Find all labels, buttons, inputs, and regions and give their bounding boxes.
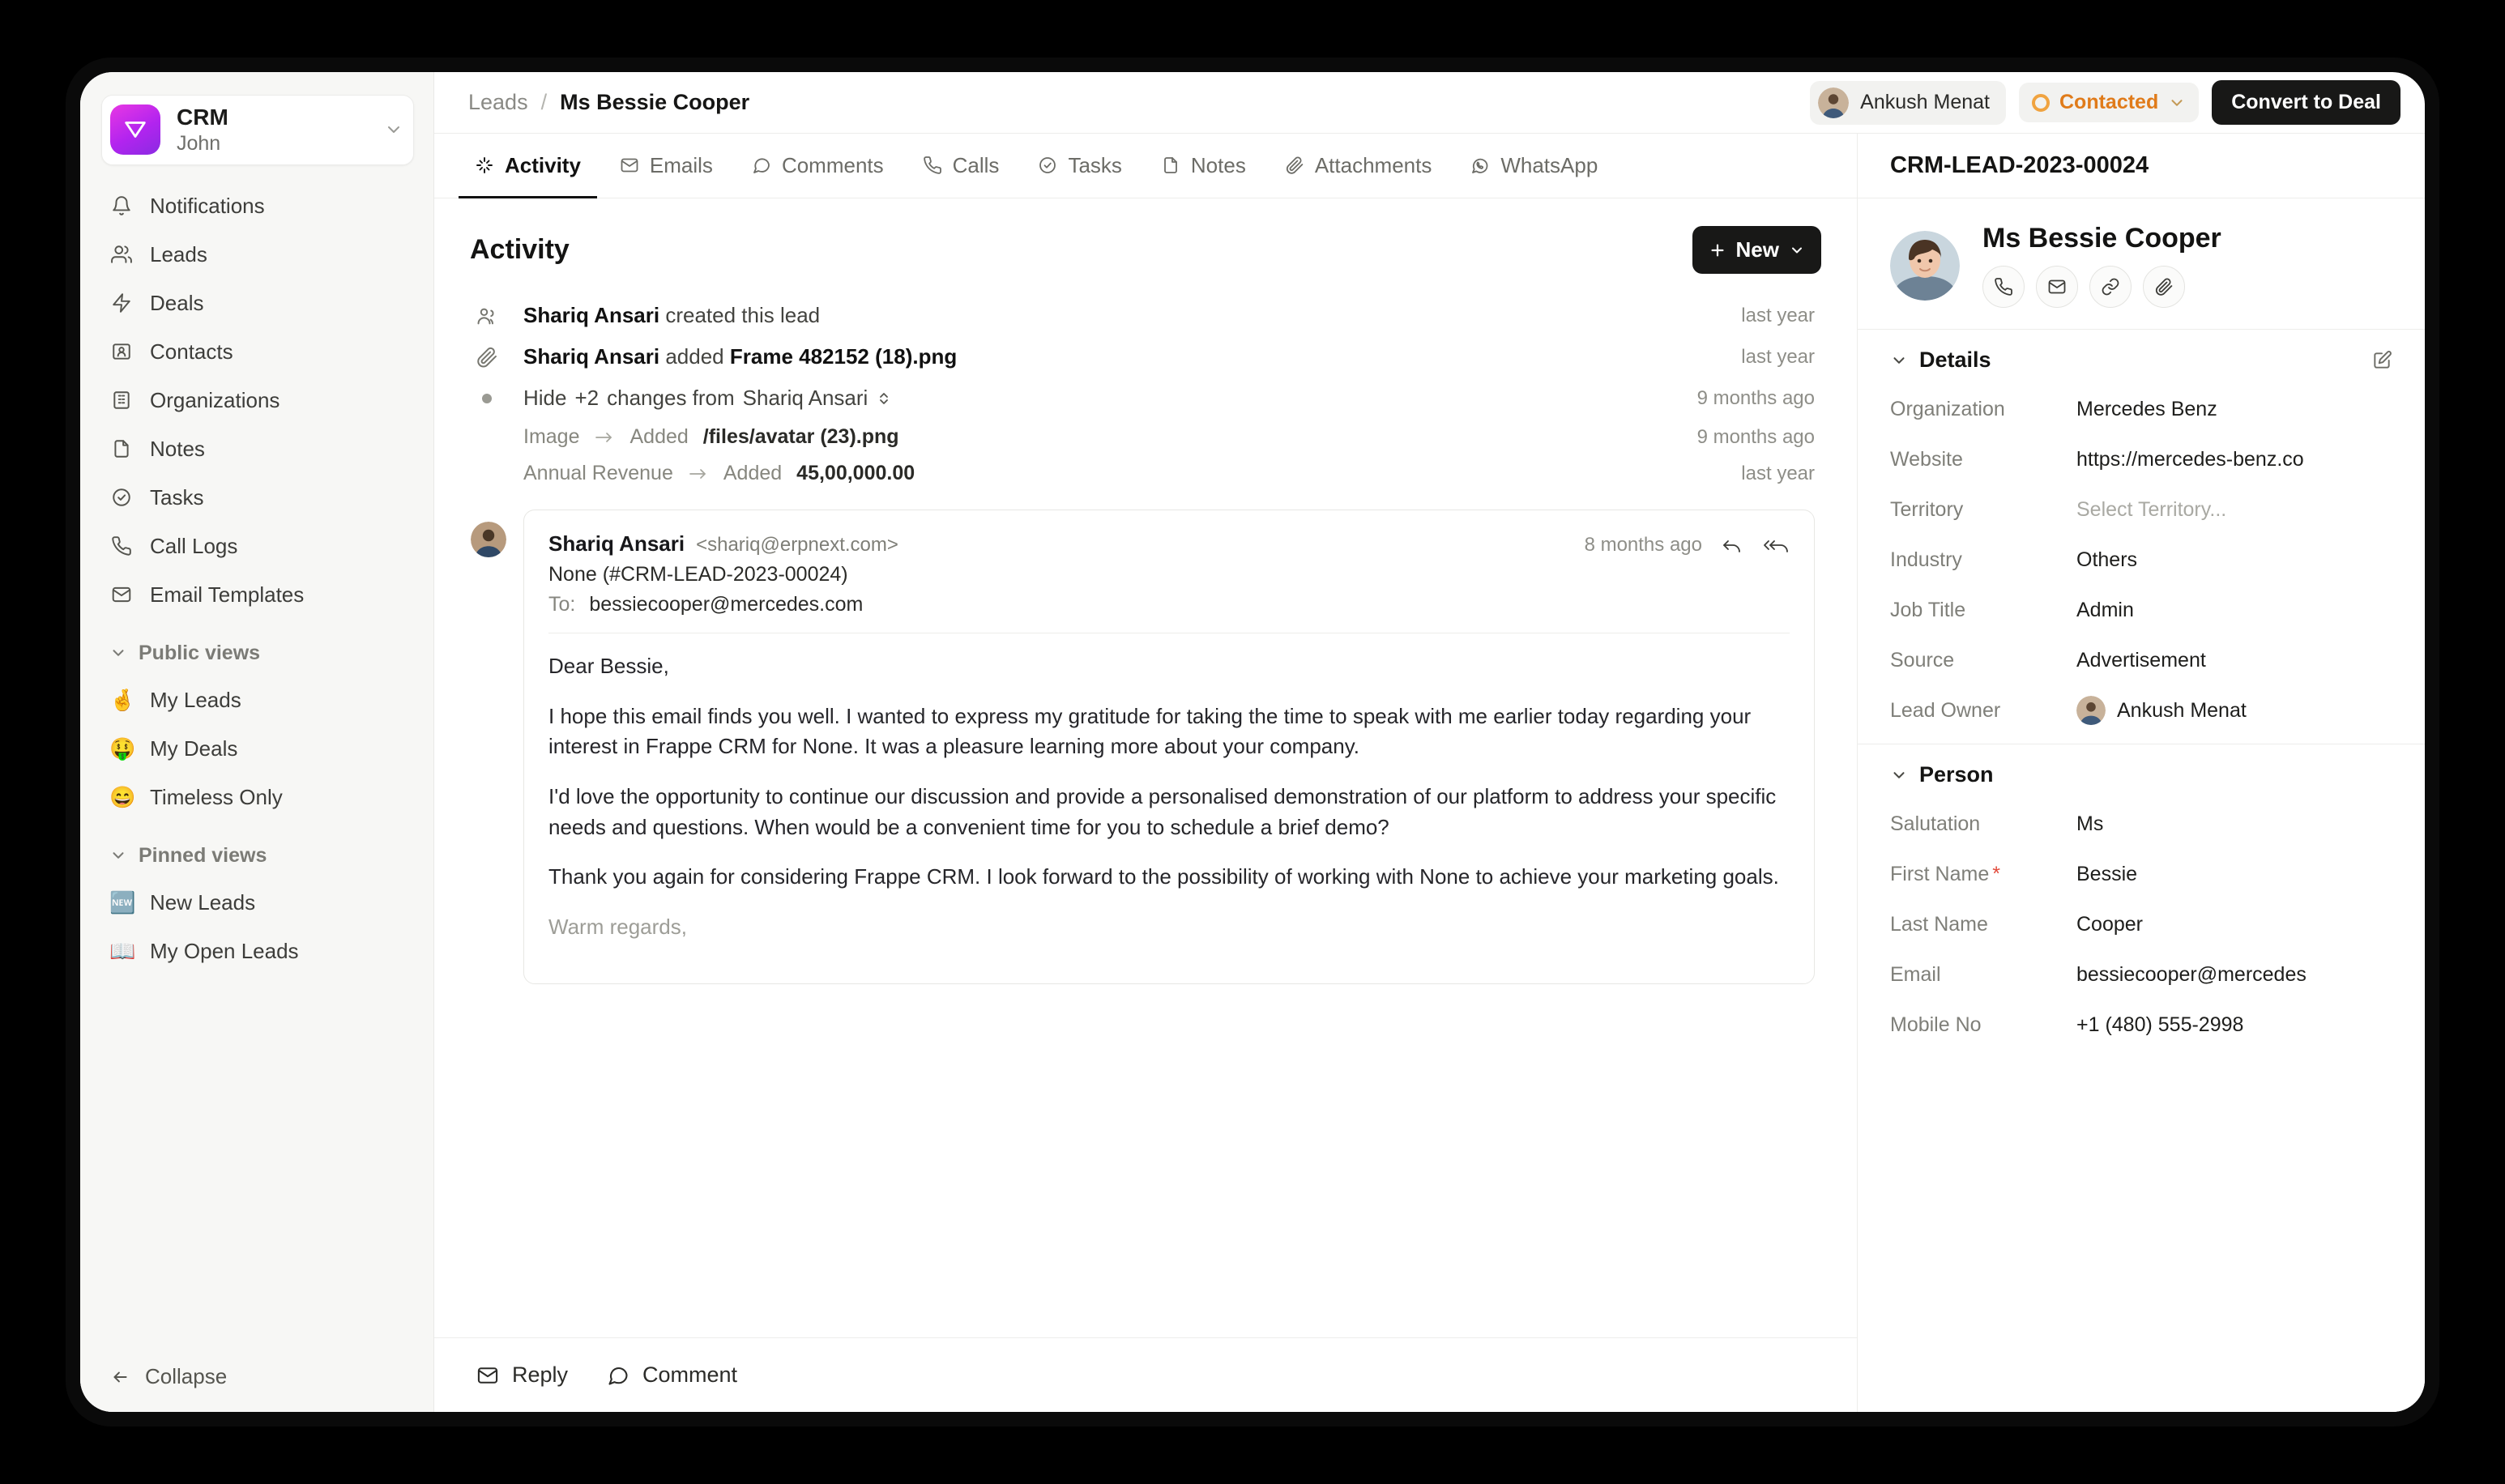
tab-label: Tasks [1068, 152, 1122, 177]
sidebar-item-label: Organizations [150, 387, 280, 412]
reply-icon[interactable] [1720, 535, 1744, 555]
sidebar-item-label: My Open Leads [150, 938, 299, 963]
link-icon[interactable] [2089, 266, 2132, 308]
sidebar-item-label: Timeless Only [150, 784, 283, 809]
sidebar-item-label: Tasks [150, 484, 204, 510]
new-activity-label: New [1735, 237, 1779, 262]
field-label: Lead Owner [1890, 698, 2001, 722]
sidebar-item-label: My Deals [150, 736, 238, 761]
tab-notes[interactable] [1145, 134, 1262, 198]
tab-label: Calls [952, 152, 1000, 177]
field-value: Advertisement [2076, 648, 2206, 672]
workspace-title: CRM [177, 104, 228, 130]
collapse-label: Collapse [145, 1364, 228, 1388]
sidebar-item-notes[interactable] [98, 426, 416, 472]
field-value: Ankush Menat [2117, 698, 2247, 722]
chevron-down-icon[interactable] [1890, 352, 1908, 369]
breadcrumb-current: Ms Bessie Cooper [560, 90, 750, 114]
email-to-value: bessiecooper@mercedes.com [589, 593, 864, 616]
activity-action: added [665, 344, 724, 369]
chevron-down-icon [1789, 242, 1805, 258]
sidebar-item-label: Notifications [150, 193, 265, 218]
bell-icon [109, 194, 134, 218]
sidebar [80, 72, 434, 1412]
tab-emails[interactable] [604, 134, 729, 198]
new-emoji-icon: 🆕 [109, 889, 136, 915]
hide-count: +2 [574, 386, 600, 410]
email-actions [1585, 534, 1790, 556]
field-label: Job Title [1890, 598, 1966, 621]
reply-button[interactable] [476, 1362, 568, 1388]
tab-label: Comments [781, 152, 884, 177]
field-value: bessiecooper@mercedes [2076, 962, 2307, 986]
group-pinned-views[interactable] [98, 834, 416, 878]
avatar [2076, 696, 2106, 725]
users-icon [109, 242, 134, 267]
field-label: Last Name [1890, 912, 1988, 936]
field-industry[interactable] [1890, 535, 2392, 585]
field-value: Cooper [2076, 912, 2143, 936]
email-paragraph: Dear Bessie, [548, 654, 669, 678]
crm-logo-icon [110, 104, 160, 155]
field-value: Select Territory... [2076, 497, 2227, 521]
email-body [548, 651, 1790, 943]
chevron-down-icon [109, 846, 127, 864]
tab-activity[interactable] [459, 134, 597, 198]
check-circle-icon [109, 485, 134, 510]
sidebar-item-organizations[interactable] [98, 377, 416, 424]
chevron-up-down-icon [876, 389, 892, 408]
dot-icon [470, 392, 504, 405]
top-bar-actions [1810, 80, 2400, 125]
note-icon [1161, 156, 1180, 175]
tab-label: Attachments [1314, 152, 1432, 177]
field-value: Ms [2076, 812, 2104, 835]
field-label: Mobile No [1890, 1013, 1982, 1036]
avatar[interactable] [1890, 231, 1960, 301]
top-bar [434, 72, 2425, 134]
tab-label: WhatsApp [1500, 152, 1598, 177]
mail-icon [620, 156, 639, 175]
arrow-right-icon [688, 466, 709, 482]
group-label: Pinned views [139, 843, 267, 867]
workspace-user: John [177, 132, 221, 156]
avatar [1818, 87, 1849, 118]
change-field: Annual Revenue [523, 462, 673, 484]
email-activity-card [523, 510, 1815, 984]
contact-icon [109, 339, 134, 364]
person-section-header[interactable] [1890, 762, 2392, 787]
field-mobile-no[interactable] [1890, 1000, 2392, 1050]
workspace-switcher[interactable] [101, 95, 414, 165]
sidebar-item-deals[interactable] [98, 280, 416, 326]
email-subject: None (#CRM-LEAD-2023-00024) [548, 563, 848, 586]
tab-label: Emails [649, 152, 713, 177]
change-time: 9 months ago [1696, 425, 1815, 448]
person-header [1858, 198, 2425, 330]
sidebar-item-label: Deals [150, 290, 204, 315]
change-field: Image [523, 425, 580, 448]
field-salutation[interactable] [1890, 799, 2392, 849]
field-territory[interactable] [1890, 484, 2392, 535]
activity-text [523, 344, 957, 369]
chevron-down-icon [2168, 94, 2186, 112]
sidebar-item-notifications[interactable] [98, 183, 416, 229]
field-label: First Name * [1890, 862, 2000, 885]
paperclip-icon[interactable] [2143, 266, 2185, 308]
section-title: Details [1919, 348, 1991, 372]
page-title: Activity [470, 234, 570, 265]
sidebar-item-label: My Leads [150, 687, 241, 712]
sidebar-nav [80, 183, 433, 977]
smile-emoji-icon: 😄 [109, 784, 136, 809]
change-row [470, 419, 1815, 455]
chevron-down-icon[interactable] [384, 120, 403, 139]
plus-icon [1709, 241, 1726, 259]
sidebar-item-label: Contacts [150, 339, 233, 364]
breadcrumb-leads[interactable]: Leads [468, 90, 528, 114]
change-row [470, 455, 1815, 492]
arrow-right-icon [594, 429, 615, 446]
field-website[interactable] [1890, 434, 2392, 484]
sidebar-item-call-logs[interactable] [98, 523, 416, 569]
phone-icon [109, 534, 134, 558]
email-time: 8 months ago [1584, 534, 1702, 556]
email-paragraph: I hope this email finds you well. I wanted to express my gratitude for taking the time to speak with me earlier today regarding your interest in Frappe CRM for None. It was a pleasure learning more about your company. [548, 703, 1752, 759]
new-activity-button[interactable] [1692, 226, 1821, 274]
activity-action: created this lead [665, 303, 821, 327]
field-label: Salutation [1890, 812, 1981, 835]
hand-emoji-icon: 🤞 [109, 687, 136, 712]
sidebar-item-my-deals[interactable] [98, 726, 416, 772]
hide-prefix: Hide [523, 386, 567, 410]
activity-actor: Shariq Ansari [523, 344, 660, 369]
activity-hide-changes-row[interactable] [470, 377, 1815, 419]
bolt-icon [109, 291, 134, 315]
tab-attachments[interactable] [1269, 134, 1449, 198]
device-frame [66, 58, 2439, 1426]
comment-button[interactable] [607, 1362, 737, 1388]
field-label: Email [1890, 962, 1941, 986]
field-label: Website [1890, 447, 1963, 471]
field-first-name[interactable] [1890, 849, 2392, 899]
email-paragraph: Thank you again for considering Frappe CRM. I look forward to the possibility of working with None to achieve your marketing goals. [548, 864, 1779, 889]
breadcrumb-separator: / [540, 90, 548, 114]
email-sender-address: <shariq@erpnext.com> [696, 534, 898, 556]
comment-label: Comment [642, 1362, 738, 1387]
money-face-emoji-icon: 🤑 [109, 736, 136, 761]
tab-calls[interactable] [907, 134, 1016, 198]
change-value: /files/avatar (23).png [702, 425, 899, 448]
field-job-title[interactable] [1890, 585, 2392, 635]
quick-actions [1982, 266, 2221, 308]
users-icon [470, 305, 504, 327]
status-dot-icon [2032, 94, 2050, 112]
activity-time: 9 months ago [1696, 386, 1815, 409]
tab-label: Activity [505, 152, 581, 177]
change-action: Added [723, 462, 783, 484]
mail-icon[interactable] [2036, 266, 2078, 308]
activity-item [470, 336, 1815, 377]
change-time: last year [1741, 462, 1815, 484]
group-label: Public views [139, 641, 261, 664]
paperclip-icon [1285, 156, 1304, 175]
assignee-name: Ankush Menat [1860, 91, 1990, 113]
book-emoji-icon: 📖 [109, 938, 136, 963]
activity-item [470, 295, 1815, 336]
change-action: Added [629, 425, 689, 448]
assignee-chip[interactable] [1810, 81, 2006, 125]
comment-icon [607, 1364, 629, 1387]
sidebar-item-label: Email Templates [150, 582, 305, 607]
email-paragraph: I'd love the opportunity to continue our discussion and provide a personalised demonstration of our platform to address your specific needs and questions. When would be a convenient time for you to schedule a brief demo? [548, 784, 1777, 839]
details-section-header[interactable] [1890, 348, 2392, 373]
chevron-down-icon [109, 644, 127, 662]
email-header [548, 531, 1790, 556]
activity-time: last year [1741, 345, 1815, 368]
phone-icon [923, 156, 942, 175]
details-section [1858, 330, 2425, 744]
field-value: Bessie [2076, 862, 2138, 885]
main-region [434, 72, 2425, 1412]
activity-feed [470, 295, 1821, 1337]
sidebar-item-label: New Leads [150, 889, 256, 915]
field-value-wrapper [2076, 696, 2247, 725]
person-name: Ms Bessie Cooper [1982, 223, 2221, 254]
sidebar-item-contacts[interactable] [98, 329, 416, 375]
chevron-down-icon[interactable] [1890, 766, 1908, 784]
details-panel [1858, 134, 2425, 1412]
hide-middle: changes from [607, 386, 735, 410]
composer-bar [434, 1337, 1857, 1412]
field-lead-owner[interactable] [1890, 685, 2392, 736]
sidebar-item-label: Call Logs [150, 533, 238, 558]
sidebar-item-label: Leads [150, 241, 207, 267]
whatsapp-icon [1470, 156, 1490, 175]
activity-target: Frame 482152 (18).png [729, 344, 958, 369]
status-label: Contacted [2059, 91, 2159, 113]
collapse-sidebar-button[interactable] [80, 1346, 433, 1412]
record-id-header [1858, 134, 2425, 198]
record-id: CRM-LEAD-2023-00024 [1890, 152, 2149, 178]
hide-actor: Shariq Ansari [742, 386, 868, 410]
activity-time: last year [1741, 304, 1815, 326]
tab-tasks[interactable] [1022, 134, 1137, 198]
phone-icon[interactable] [1982, 266, 2025, 308]
sidebar-item-leads[interactable] [98, 232, 416, 278]
paperclip-icon [470, 346, 504, 369]
sidebar-item-timeless-only[interactable] [98, 774, 416, 821]
field-label: Industry [1890, 548, 1962, 571]
field-value: https://mercedes-benz.co [2076, 447, 2304, 471]
field-label: Organization [1890, 397, 2005, 420]
tab-label: Notes [1190, 152, 1246, 177]
convert-to-deal-button[interactable]: Convert to Deal [2212, 80, 2400, 125]
person-section [1858, 744, 2425, 1058]
building-icon [109, 388, 134, 412]
sidebar-item-my-open-leads[interactable] [98, 928, 416, 974]
activity-text [523, 303, 820, 328]
email-closing: Warm regards, [548, 915, 687, 940]
field-value: +1 (480) 555-2998 [2076, 1013, 2244, 1036]
collapse-arrow-icon [109, 1367, 130, 1388]
mail-icon [476, 1364, 499, 1387]
check-circle-icon [1038, 156, 1057, 175]
activity-header [470, 226, 1821, 274]
sidebar-item-new-leads[interactable] [98, 880, 416, 926]
sidebar-item-email-templates[interactable] [98, 572, 416, 618]
field-value: Mercedes Benz [2076, 397, 2217, 420]
field-organization[interactable] [1890, 384, 2392, 434]
tab-bar [434, 134, 1857, 198]
sidebar-item-label: Notes [150, 436, 205, 461]
field-label: Territory [1890, 497, 1964, 521]
note-icon [109, 437, 134, 461]
tab-whatsapp[interactable] [1454, 134, 1614, 198]
field-value: Admin [2076, 598, 2134, 621]
email-sender: Shariq Ansari [548, 531, 685, 556]
activity-panel [434, 198, 1857, 1337]
sidebar-item-tasks[interactable] [98, 475, 416, 521]
field-last-name[interactable] [1890, 899, 2392, 949]
sidebar-item-my-leads[interactable] [98, 677, 416, 723]
edit-icon[interactable] [2371, 350, 2392, 371]
mail-icon [109, 582, 134, 607]
field-value: Others [2076, 548, 2138, 571]
reply-all-icon[interactable] [1762, 535, 1790, 555]
content-and-panel [434, 134, 2425, 1412]
status-badge[interactable] [2019, 83, 2199, 122]
group-public-views[interactable] [98, 631, 416, 676]
app-screen [80, 72, 2425, 1412]
field-source[interactable] [1890, 635, 2392, 685]
section-title: Person [1919, 762, 1994, 787]
tab-comments[interactable] [736, 134, 900, 198]
change-value: 45,00,000.00 [796, 462, 915, 484]
field-email[interactable] [1890, 949, 2392, 1000]
avatar [471, 522, 506, 557]
email-recipient [548, 593, 1790, 616]
hide-changes-toggle[interactable] [523, 386, 892, 411]
activity-actor: Shariq Ansari [523, 303, 660, 327]
email-to-label: To: [548, 593, 576, 616]
content-column [434, 134, 1858, 1412]
comment-icon [752, 156, 771, 175]
activity-icon [475, 156, 494, 175]
field-label: Source [1890, 648, 1955, 672]
reply-label: Reply [512, 1362, 569, 1387]
required-marker: * [1992, 862, 2000, 885]
